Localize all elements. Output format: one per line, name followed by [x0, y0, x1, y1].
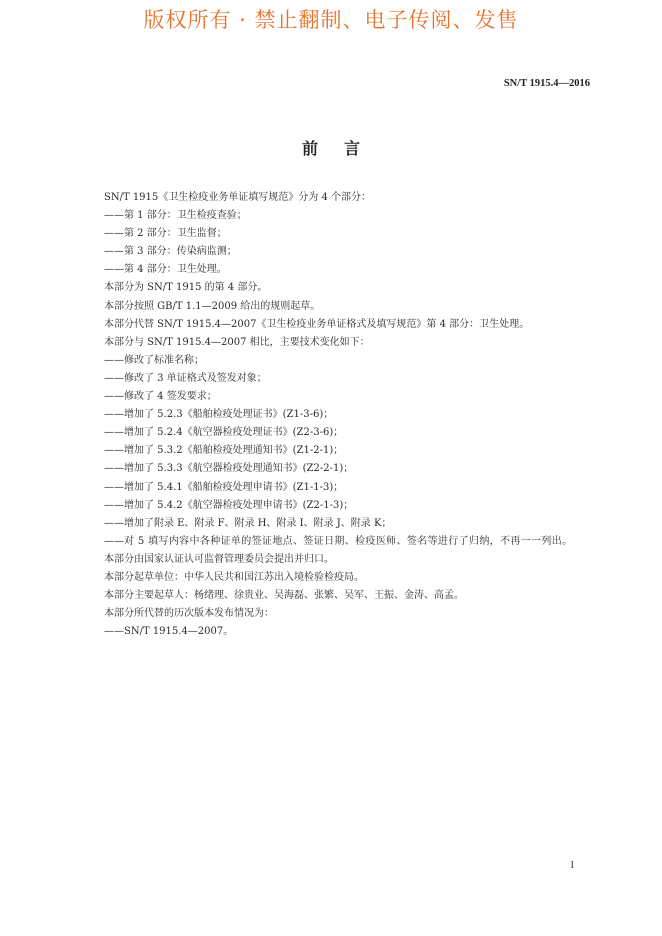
list-item: [104, 388, 596, 406]
em-dash: ——: [104, 210, 124, 222]
paragraph-line: 本部分所代替的历次版本发布情况为：: [104, 608, 274, 620]
paragraph-line: SN/T 1915《卫生检疫业务单证填写规范》分为 4 个部分：: [104, 192, 371, 203]
list-item: [104, 623, 596, 641]
list-item-text: 增加了 5.4.2《航空器检疫处理申请书》(Z2-1-3)；: [124, 499, 354, 511]
list-item: [104, 261, 596, 279]
list-item-text: 修改了标准名称；: [124, 354, 204, 366]
em-dash: ——: [104, 445, 124, 457]
list-item-text: 增加了 5.3.3《航空器检疫处理通知书》(Z2-2-1)；: [124, 463, 354, 475]
em-dash: ——: [104, 391, 124, 403]
em-dash: ——: [104, 264, 124, 276]
em-dash: ——: [104, 246, 124, 258]
em-dash: ——: [104, 499, 124, 511]
em-dash: ——: [104, 427, 124, 439]
em-dash: ——: [104, 463, 124, 475]
paragraph-line: 本部分由国家认证认可监督管理委员会提出并归口。: [104, 553, 334, 565]
em-dash: ——: [104, 228, 124, 240]
standard-code: SN/T 1915.4—2016: [503, 78, 590, 89]
foreword-body: [104, 189, 596, 641]
list-item-text: 增加了附录 E、附录 F、附录 H、附录 I、附录 J、附录 K；: [124, 517, 392, 529]
em-dash: ——: [104, 409, 124, 421]
list-item-text: 修改了 4 签发要求；: [124, 391, 217, 403]
list-item-text: 增加了 5.2.4《航空器检疫处理证书》(Z2-3-6)；: [124, 427, 344, 439]
list-item: [104, 243, 596, 261]
paragraph-line: 本部分代替 SN/T 1915.4—2007《卫生检疫业务单证格式及填写规范》第 4 部分：卫生处理。: [104, 318, 530, 330]
page-number: I: [570, 860, 574, 871]
em-dash: ——: [104, 481, 124, 493]
paragraph-line: 本部分为 SN/T 1915 的第 4 部分。: [104, 282, 268, 294]
paragraph-line: 本部分与 SN/T 1915.4—2007 相比，主要技术变化如下：: [104, 336, 370, 348]
em-dash: ——: [104, 626, 124, 638]
list-item: [104, 207, 596, 225]
copyright-banner: 版权所有 · 禁止翻制、电子传阅、发售: [143, 8, 519, 32]
page-title: 前言: [301, 139, 386, 158]
list-item: [104, 406, 596, 424]
list-item-text: 第 4 部分：卫生处理。: [124, 264, 227, 276]
list-item: [104, 533, 596, 551]
em-dash: ——: [104, 535, 124, 547]
list-item-text: 对 5 填写内容中各种证单的签证地点、签证日期、检疫医师、签名等进行了归纳，不再一一列出。: [124, 535, 573, 547]
list-item-text: 增加了 5.3.2《船舶检疫处理通知书》(Z1-2-1)；: [124, 445, 344, 457]
list-item: [104, 515, 596, 533]
em-dash: ——: [104, 354, 124, 366]
list-item: [104, 460, 596, 478]
list-item-text: 增加了 5.4.1《船舶检疫处理申请书》(Z1-1-3)；: [124, 481, 344, 493]
list-item-text: 修改了 3 单证格式及签发对象；: [124, 372, 267, 384]
em-dash: ——: [104, 372, 124, 384]
list-item: [104, 442, 596, 460]
em-dash: ——: [104, 517, 124, 529]
paragraph-line: 本部分起草单位：中华人民共和国江苏出入境检验检疫局。: [104, 571, 364, 583]
list-item: [104, 479, 596, 497]
list-item: [104, 352, 596, 370]
list-item: [104, 424, 596, 442]
list-item-text: 第 1 部分：卫生检疫查验；: [124, 210, 247, 222]
paragraph-line: 本部分按照 GB/T 1.1—2009 给出的规则起草。: [104, 300, 321, 312]
list-item-text: 第 2 部分：卫生监督；: [124, 228, 227, 240]
list-item-text: 第 3 部分：传染病监测；: [124, 246, 237, 258]
list-item-text: 增加了 5.2.3《船舶检疫处理证书》(Z1-3-6)；: [124, 409, 334, 421]
list-item: [104, 497, 596, 515]
list-item: [104, 225, 596, 243]
paragraph-line: 本部分主要起草人：杨绪理、徐贵业、吴海磊、张繁、吴军、王振、金涛、高孟。: [104, 590, 464, 602]
list-item-text: SN/T 1915.4—2007。: [124, 626, 234, 638]
list-item: [104, 370, 596, 388]
